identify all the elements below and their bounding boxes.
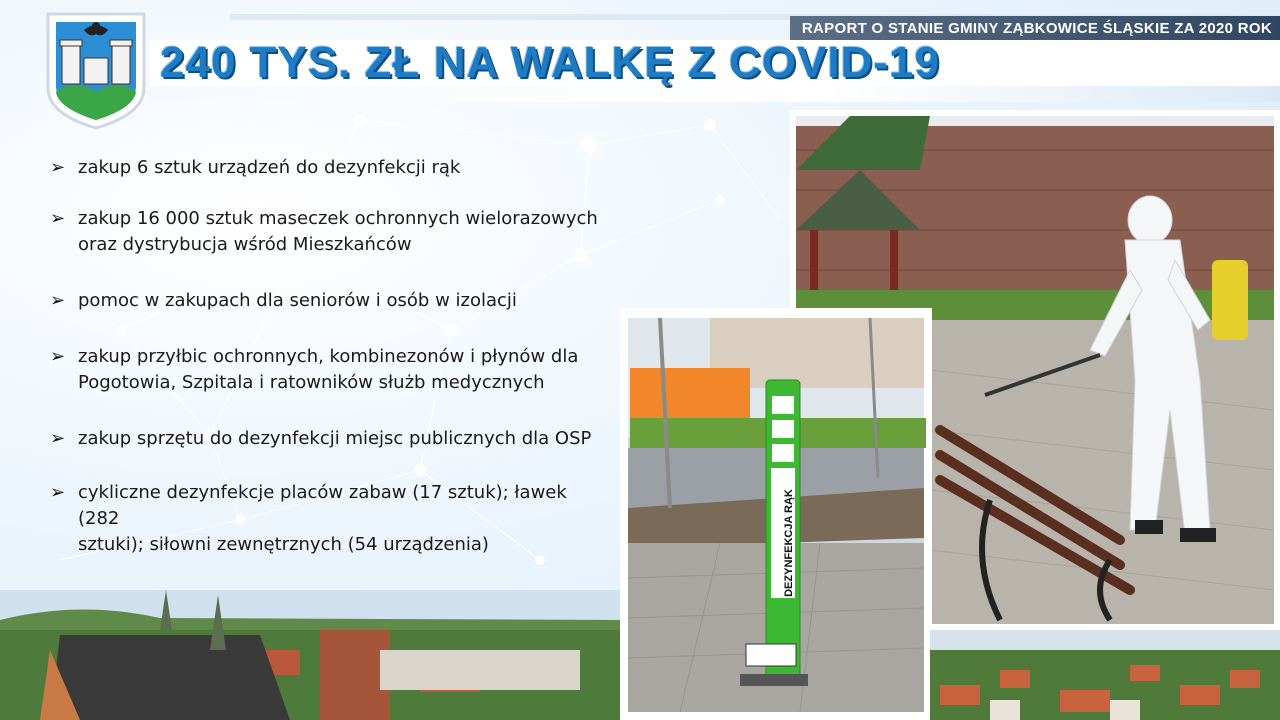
bullet-item <box>50 206 610 258</box>
bullet-text: zakup sprzętu do dezynfekcji miejsc publicznych dla OSP <box>78 428 592 449</box>
bullet-text: sztuki); siłowni zewnętrznych (54 urządzenia) <box>78 534 489 555</box>
bullet-arrow-icon: ➢ <box>50 208 66 229</box>
title-band-shadow <box>150 86 1280 102</box>
town-aerial-photo <box>930 630 1280 720</box>
bullet-item <box>50 480 610 558</box>
report-label: RAPORT O STANIE GMINY ZĄBKOWICE ŚLĄSKIE ZA 2020 ROK <box>801 20 1272 37</box>
bullet-item <box>50 426 610 452</box>
bullet-arrow-icon: ➢ <box>50 290 66 311</box>
bullet-text: zakup przyłbic ochronnych, kombinezonów i płynów dla <box>78 346 579 367</box>
bullet-text: Pogotowia, Szpitala i ratowników służb medycznych <box>78 372 545 393</box>
bullet-arrow-icon: ➢ <box>50 482 66 503</box>
bullet-text: oraz dystrybucja wśród Mieszkańców <box>78 234 412 255</box>
town-panorama-photo <box>0 590 620 720</box>
station-sign-text: DEZYNFEKCJA RĄK <box>783 489 795 597</box>
bullet-arrow-icon: ➢ <box>50 346 66 367</box>
bullet-list <box>50 155 610 558</box>
hand-disinfection-station-photo <box>620 308 932 720</box>
bullet-item <box>50 288 610 314</box>
bullet-text: zakup 16 000 sztuk maseczek ochronnych wielorazowych <box>78 208 598 229</box>
bullet-text: pomoc w zakupach dla seniorów i osób w izolacji <box>78 290 517 311</box>
bullet-text: zakup 6 sztuk urządzeń do dezynfekcji rąk <box>78 157 461 178</box>
bullet-arrow-icon: ➢ <box>50 428 66 449</box>
bullet-arrow-icon: ➢ <box>50 157 66 178</box>
bullet-text: cykliczne dezynfekcje placów zabaw (17 sztuk); ławek (282 <box>78 482 567 529</box>
bullet-item <box>50 344 610 396</box>
page-title: 240 TYS. ZŁ NA WALKĘ Z COVID-19 <box>160 38 940 87</box>
coat-of-arms-logo <box>44 10 148 130</box>
bullet-item <box>50 155 610 181</box>
